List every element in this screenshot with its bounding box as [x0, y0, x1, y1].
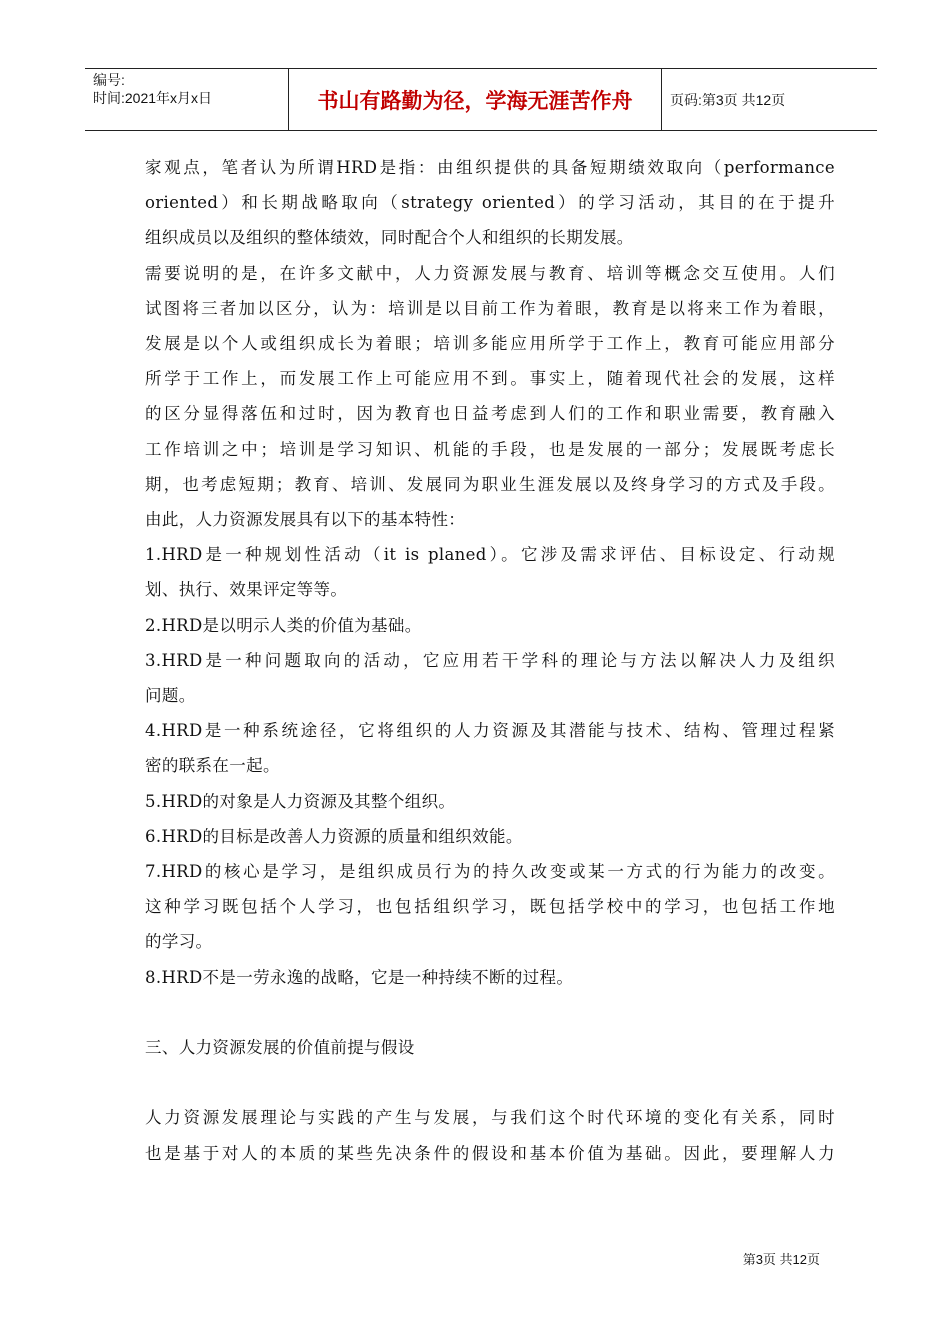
body-line: 的学习。 — [145, 932, 213, 952]
header-meta — [85, 69, 288, 130]
body-line: 4.HRD是一种系统途径，它将组织的人力资源及其潜能与技术、结构、管理过程紧 — [145, 721, 835, 741]
time-label: 时间:2021年x月x日 — [93, 90, 213, 106]
body-line: 7.HRD的核心是学习，是组织成员行为的持久改变或某一方式的行为能力的改变。 — [145, 862, 835, 882]
page-header — [85, 68, 877, 131]
body-line: 发展是以个人或组织成长为着眼；培训多能应用所学于工作上，教育可能应用部分 — [145, 334, 835, 354]
body-line: 问题。 — [145, 686, 196, 706]
body-line: 人力资源发展理论与实践的产生与发展，与我们这个时代环境的变化有关系，同时 — [145, 1108, 835, 1128]
body-line: oriented）和长期战略取向（strategy oriented）的学习活动，其目的在于提升 — [145, 193, 835, 213]
body-line: 需要说明的是，在许多文献中，人力资源发展与教育、培训等概念交互使用。人们 — [145, 263, 835, 283]
body-line: 期，也考虑短期；教育、培训、发展同为职业生涯发展以及终身学习的方式及手段。 — [145, 474, 835, 494]
body-line: 6.HRD的目标是改善人力资源的质量和组织效能。 — [145, 826, 523, 846]
body-line: 所学于工作上，而发展工作上可能应用不到。事实上，随着现代社会的发展，这样 — [145, 369, 835, 389]
body-line: 组织成员以及组织的整体绩效，同时配合个人和组织的长期发展。 — [145, 228, 634, 248]
serial-label: 编号: — [93, 72, 125, 88]
body-line: 1.HRD是一种规划性活动（it is planed）。它涉及需求评估、目标设定、行动规 — [145, 545, 835, 565]
body-line: 家观点，笔者认为所谓HRD是指：由组织提供的具备短期绩效取向（performance — [145, 158, 835, 177]
section-heading: 三、人力资源发展的价值前提与假设 — [145, 1038, 415, 1058]
body-line: 的区分显得落伍和过时，因为教育也日益考虑到人们的工作和职业需要，教育融入 — [145, 404, 835, 424]
header-page-number: 页码:第3页 共12页 — [670, 91, 786, 108]
footer-page-number: 第3页 共12页 — [742, 1252, 820, 1267]
body-line: 2.HRD是以明示人类的价值为基础。 — [145, 615, 422, 635]
blank-line — [145, 995, 835, 1030]
body-line: 由此，人力资源发展具有以下的基本特性： — [145, 510, 466, 530]
document-body — [145, 150, 835, 1171]
body-line: 工作培训之中；培训是学习知识、机能的手段，也是发展的一部分；发展既考虑长 — [145, 439, 835, 459]
body-line: 8.HRD不是一劳永逸的战略，它是一种持续不断的过程。 — [145, 967, 574, 987]
header-motto: 书山有路勤为径，学海无涯苦作舟 — [288, 69, 662, 130]
body-line: 试图将三者加以区分，认为：培训是以目前工作为着眼，教育是以将来工作为着眼， — [145, 298, 835, 318]
body-line: 划、执行、效果评定等等。 — [145, 580, 348, 600]
body-line: 5.HRD的对象是人力资源及其整个组织。 — [145, 791, 456, 811]
body-line: 也是基于对人的本质的某些先决条件的假设和基本价值为基础。因此，要理解人力 — [145, 1143, 835, 1163]
body-line: 3.HRD是一种问题取向的活动，它应用若干学科的理论与方法以解决人力及组织 — [145, 650, 835, 670]
body-line: 这种学习既包括个人学习，也包括组织学习，既包括学校中的学习，也包括工作地 — [145, 897, 835, 917]
blank-line — [145, 1065, 835, 1100]
body-line: 密的联系在一起。 — [145, 756, 280, 776]
